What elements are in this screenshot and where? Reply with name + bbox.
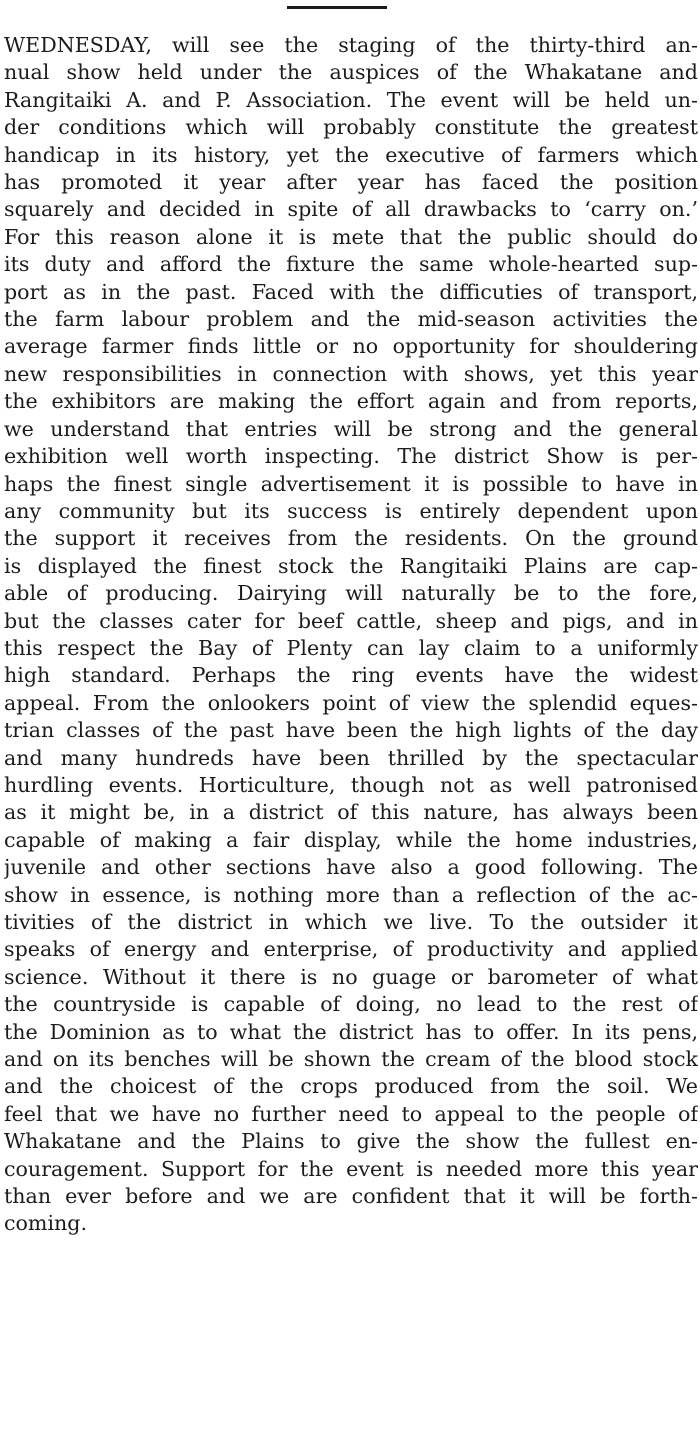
article-line: but the classes cater for beef cattle, sheep and pigs, and in [4,608,698,633]
article-line: trian classes of the past have been the high lights of the day [4,718,698,743]
article-line: appeal. From the onlookers point of view the splendid eques- [4,690,698,715]
article-line: and on its benches will be shown the cream of the blood stock [4,1047,698,1072]
separator-rule [287,6,387,9]
article-line: the countryside is capable of doing, no lead to the rest of [4,992,698,1017]
article-line: the support it receives from the residents. On the ground [4,526,698,551]
article-line: tivities of the district in which we live. To the outsider it [4,910,698,934]
article-line: For this reason alone it is mete that the public should do [4,224,698,249]
article-line: the Dominion as to what the district has to offer. In its pens, [4,1019,698,1044]
article-line: and many hundreds have been thrilled by the spectacular [4,745,698,770]
article-line: juvenile and other sections have also a good following. The [4,855,698,880]
article-line: coming. [4,1211,88,1236]
article-line: couragement. Support for the event is needed more this year [4,1156,698,1181]
article-line: nual show held under the auspices of the Whakatane and [4,60,698,85]
article-line: any community but its success is entirely dependent upon [4,498,698,523]
article-line: able of producing. Dairying will naturally be to the fore, [4,581,698,606]
article-line: is displayed the finest stock the Rangitaiki Plains are cap- [4,553,698,578]
article-line: this respect the Bay of Plenty can lay claim to a uniformly [4,635,698,660]
article-line: we understand that entries will be strong and the general [4,416,698,441]
article-line: capable of making a fair display, while the home industries, [4,827,698,852]
article-line: hurdling events. Horticulture, though not as well patronised [4,772,698,797]
article-line: as it might be, in a district of this nature, has always been [4,800,698,825]
article-line: haps the finest single advertisement it is possible to have in [4,471,698,496]
article-line: exhibition well worth inspecting. The district Show is per- [4,444,698,469]
article-line: than ever before and we are confident that it will be forth- [4,1184,698,1209]
article-line: the farm labour problem and the mid-season activities the [4,307,698,332]
article-line: WEDNESDAY, will see the staging of the thirty-third an- [4,33,698,57]
article-line: its duty and afford the fixture the same whole-hearted sup- [4,252,698,277]
article-line: science. Without it there is no guage or barometer of what [4,964,698,989]
article-line: port as in the past. Faced with the difficuties of transport, [4,279,698,304]
article-line: Whakatane and the Plains to give the show the fullest en- [4,1129,698,1154]
article-line: new responsibilities in connection with shows, yet this year [4,361,698,386]
article-line: average farmer finds little or no opportunity for shouldering [4,334,698,359]
article-line: handicap in its history, yet the executive of farmers which [4,142,698,167]
article-line: and the choicest of the crops produced from the soil. We [4,1074,698,1099]
article-line: feel that we have no further need to appeal to the people of [4,1101,698,1126]
article-line: squarely and decided in spite of all drawbacks to ‘carry on.’ [4,197,698,222]
article-line: has promoted it year after year has faced the position [4,170,698,195]
article-line: speaks of energy and enterprise, of productivity and applied [4,937,698,962]
article-line: the exhibitors are making the effort again and from reports, [4,389,698,414]
article-line: der conditions which will probably constitute the greatest [4,115,698,140]
article-line: show in essence, is nothing more than a reflection of the ac- [4,882,698,907]
article-line: high standard. Perhaps the ring events have the widest [4,663,698,688]
article-line: Rangitaiki A. and P. Association. The event will be held un- [4,87,698,112]
editorial-article [4,32,698,1238]
